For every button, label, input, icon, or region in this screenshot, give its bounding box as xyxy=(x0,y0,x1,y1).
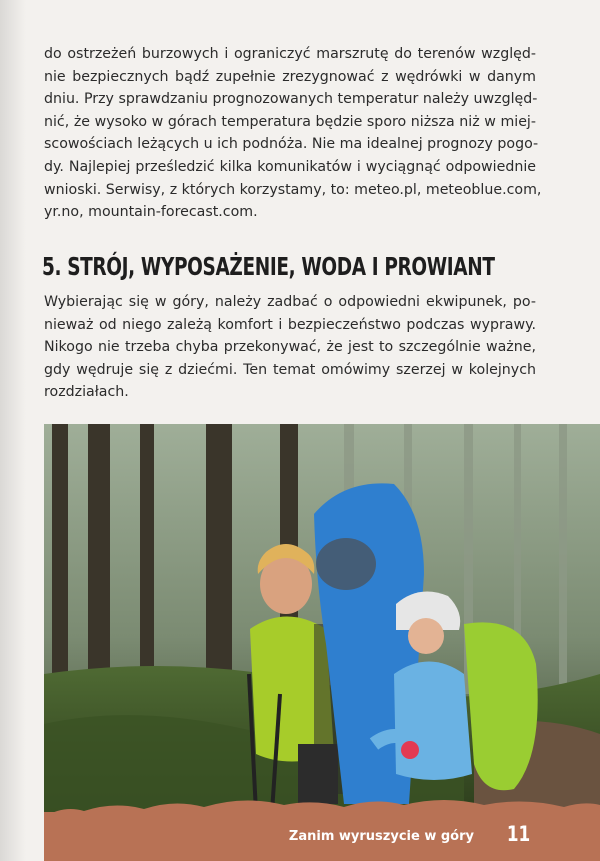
text-line: rozdziałach. xyxy=(44,384,129,401)
text-line: do ostrzeżeń burzowych i ograniczyć marszrutę do terenów względ- xyxy=(44,46,536,62)
section-heading: 5. STRÓJ, WYPOSAŻENIE, WODA I PROWIANT xyxy=(42,252,495,281)
text-line: dy. Najlepiej prześledzić kilka komunikatów i wyciągnąć odpowiednie xyxy=(44,158,536,175)
text-line: scowościach leżących u ich podnóża. Nie ma idealnej prognozy pogo- xyxy=(44,136,539,153)
paragraph-weather-forecast xyxy=(44,43,542,224)
text-line: dniu. Przy sprawdzaniu prognozowanych temperatur należy uwzględ- xyxy=(44,91,538,108)
forest-hikers-photo xyxy=(44,424,600,812)
text-line: wnioski. Serwisy, z których korzystamy, to: meteo.pl, meteoblue.com, xyxy=(44,181,542,198)
text-line: nie bezpiecznych bądź zupełnie zrezygnować z wędrówki w danym xyxy=(44,68,536,85)
paragraph-equipment xyxy=(44,291,536,404)
text-line: Wybierając się w góry, należy zadbać o odpowiedni ekwipunek, po- xyxy=(44,294,536,310)
text-line: yr.no, mountain-forecast.com. xyxy=(44,204,258,221)
running-footer-title: Zanim wyruszycie w góry xyxy=(288,829,474,844)
text-line: Nikogo nie trzeba chyba przekonywać, że jest to szczególnie ważne, xyxy=(44,339,536,356)
page-number: 11 xyxy=(506,822,530,846)
text-line: nieważ od niego zależą komfort i bezpieczeństwo podczas wyprawy. xyxy=(44,316,536,333)
page-gutter-shadow xyxy=(0,0,26,861)
text-line: nić, że wysoko w górach temperatura będzie sporo niższa niż w miej- xyxy=(44,113,536,130)
text-line: gdy wędruje się z dziećmi. Ten temat omówimy szerzej w kolejnych xyxy=(44,361,536,378)
